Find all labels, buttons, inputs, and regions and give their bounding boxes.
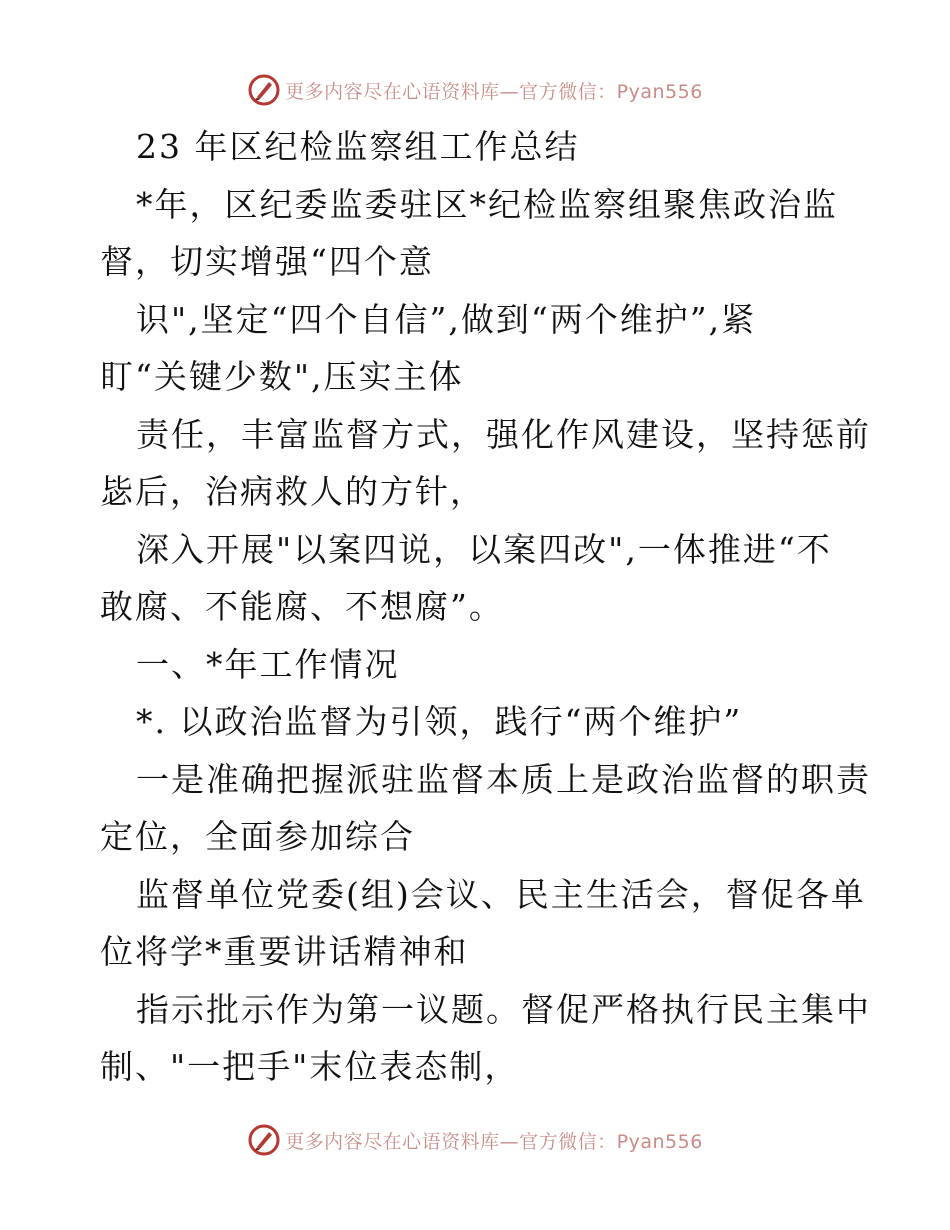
document-line: 深入开展"以案四说，以案四改",一体推进“不	[136, 529, 832, 569]
document-body	[100, 118, 871, 1096]
document-line: 毖后，治病救人的方针，	[100, 472, 485, 511]
header-watermark	[0, 70, 950, 110]
document-line: 指示批示作为第一议题。督促严格执行民主集中	[136, 989, 871, 1029]
document-line: 一是准确把握派驻监督本质上是政治监督的职责	[136, 759, 871, 799]
footer-watermark-text: 更多内容尽在心语资料库—官方微信：Pyan556	[285, 1130, 703, 1153]
brush-logo-icon	[247, 73, 281, 107]
document-line: 督，切实增强“四个意	[100, 242, 434, 281]
footer-watermark	[0, 1120, 950, 1160]
brush-logo-icon	[247, 1123, 281, 1157]
document-line: 识",坚定“四个自信”,做到“两个维护”,紧	[136, 299, 757, 339]
document-line: 责任，丰富监督方式，强化作风建设，坚持惩前	[136, 414, 871, 454]
document-line: *年，区纪委监委驻区*纪检监察组聚焦政治监	[136, 184, 838, 224]
document-line: *. 以政治监督为引领，践行“两个维护”	[136, 702, 743, 741]
header-watermark-text: 更多内容尽在心语资料库—官方微信：Pyan556	[285, 80, 703, 103]
document-line: 监督单位党委(组)会议、民主生活会，督促各单	[136, 874, 866, 914]
document-line: 盯“关键少数",压实主体	[100, 357, 464, 396]
document-line: 23 年区纪检监察组工作总结	[136, 127, 580, 166]
document-line: 位将学*重要讲话精神和	[100, 932, 469, 971]
document-line: 定位，全面参加综合	[100, 817, 415, 856]
document-line: 敢腐、不能腐、不想腐”。	[100, 587, 504, 626]
document-line: 制、"一把手"末位表态制，	[100, 1047, 520, 1086]
document-line: 一、*年工作情况	[136, 644, 400, 684]
